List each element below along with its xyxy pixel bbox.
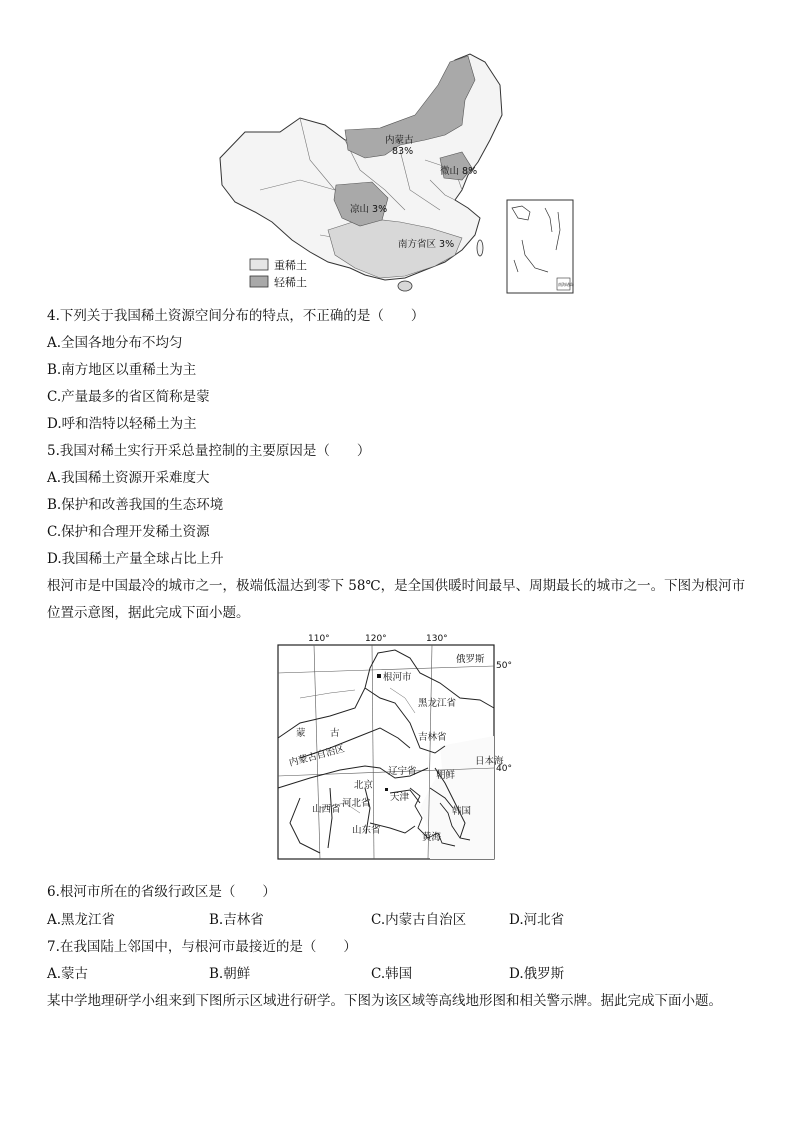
- japan-sea-label: 日本海: [475, 756, 504, 767]
- q7-stem: 7.在我国陆上邻国中，与根河市最接近的是（ ）: [47, 939, 357, 955]
- mongolia-label-1: 蒙: [296, 728, 306, 739]
- korea-s-label: 韩国: [452, 806, 472, 817]
- q6-option-c[interactable]: C.内蒙古自治区: [371, 912, 467, 928]
- q6-option-a[interactable]: A.黑龙江省: [47, 912, 116, 928]
- q4-option-d[interactable]: D.呼和浩特以轻稀土为主: [47, 416, 197, 432]
- q5-option-d[interactable]: D.我国稀土产量全球占比上升: [47, 551, 224, 567]
- legend-light-label: 轻稀土: [274, 276, 307, 289]
- legend-heavy-label: 重稀土: [274, 259, 307, 272]
- hebei-label: 河北省: [342, 798, 371, 809]
- q5-option-b[interactable]: B.保护和改善我国的生态环境: [47, 497, 224, 513]
- mongolia-label-2: 古: [330, 728, 340, 739]
- q7-option-d[interactable]: D.俄罗斯: [509, 966, 565, 982]
- lon-120-label: 120°: [365, 634, 387, 644]
- hainan-island: [398, 281, 412, 291]
- genhe-label: 根河市: [383, 672, 412, 683]
- inset-label: 南海诸岛: [558, 282, 574, 287]
- legend-light-swatch: [250, 276, 268, 287]
- q5-option-a[interactable]: A.我国稀土资源开采难度大: [47, 470, 210, 486]
- rare-earth-map: [200, 40, 580, 300]
- label-inner-mongolia: 内蒙古: [385, 135, 414, 146]
- label-weishan: 微山 8%: [440, 166, 478, 177]
- q7-option-a[interactable]: A.蒙古: [47, 966, 89, 982]
- lat-50-label: 50°: [496, 661, 512, 671]
- korea-n-label: 朝鲜: [436, 770, 456, 781]
- tianjin-label: 天津: [390, 792, 410, 803]
- q6-option-d[interactable]: D.河北省: [509, 912, 565, 928]
- label-liangshan: 凉山 3%: [350, 204, 388, 215]
- genhe-location-map: [270, 628, 516, 866]
- q6-option-b[interactable]: B.吉林省: [209, 912, 264, 928]
- lat-40-label: 40°: [496, 764, 512, 774]
- q4-option-a[interactable]: A.全国各地分布不均匀: [47, 335, 183, 351]
- q7-option-c[interactable]: C.韩国: [371, 966, 413, 982]
- q4-option-c[interactable]: C.产量最多的省区简称是蒙: [47, 389, 210, 405]
- lon-130-label: 130°: [426, 634, 448, 644]
- beijing-marker: [385, 788, 388, 791]
- yellow-sea-label: 黄海: [422, 832, 442, 843]
- label-south: 南方省区 3%: [398, 239, 455, 250]
- q4-stem: 4.下列关于我国稀土资源空间分布的特点，不正确的是（ ）: [47, 308, 425, 324]
- q5-stem: 5.我国对稀土实行开采总量控制的主要原因是（ ）: [47, 443, 371, 459]
- lon-110-label: 110°: [308, 634, 330, 644]
- taiwan-island: [477, 240, 483, 256]
- legend-heavy-swatch: [250, 259, 268, 270]
- beijing-label: 北京: [354, 780, 374, 791]
- shandong-label: 山东省: [352, 825, 381, 836]
- study-intro-paragraph: 某中学地理研学小组来到下图所示区域进行研学。下图为该区域等高线地形图和相关警示牌。据此完成下面小题。: [47, 993, 722, 1009]
- q5-option-c[interactable]: C.保护和合理开发稀土资源: [47, 524, 210, 540]
- shanxi-label: 山西省: [312, 804, 341, 815]
- russia-label: 俄罗斯: [456, 654, 485, 665]
- q6-stem: 6.根河市所在的省级行政区是（ ）: [47, 884, 276, 900]
- q7-option-b[interactable]: B.朝鲜: [209, 966, 251, 982]
- heilongjiang-label: 黑龙江省: [418, 698, 457, 709]
- label-inner-mongolia-pct: 83%: [392, 146, 414, 157]
- q4-option-b[interactable]: B.南方地区以重稀土为主: [47, 362, 197, 378]
- inner-mongolia-label: 内蒙古自治区: [287, 743, 346, 769]
- liaoning-label: 辽宁省: [388, 766, 417, 777]
- genhe-marker: [377, 674, 381, 678]
- jilin-label: 吉林省: [418, 732, 447, 743]
- genhe-intro-paragraph: 根河市是中国最冷的城市之一，极端低温达到零下 58℃，是全国供暖时间最早、周期最长的城市之一。下图为根河市位置示意图，据此完成下面小题。: [47, 578, 746, 621]
